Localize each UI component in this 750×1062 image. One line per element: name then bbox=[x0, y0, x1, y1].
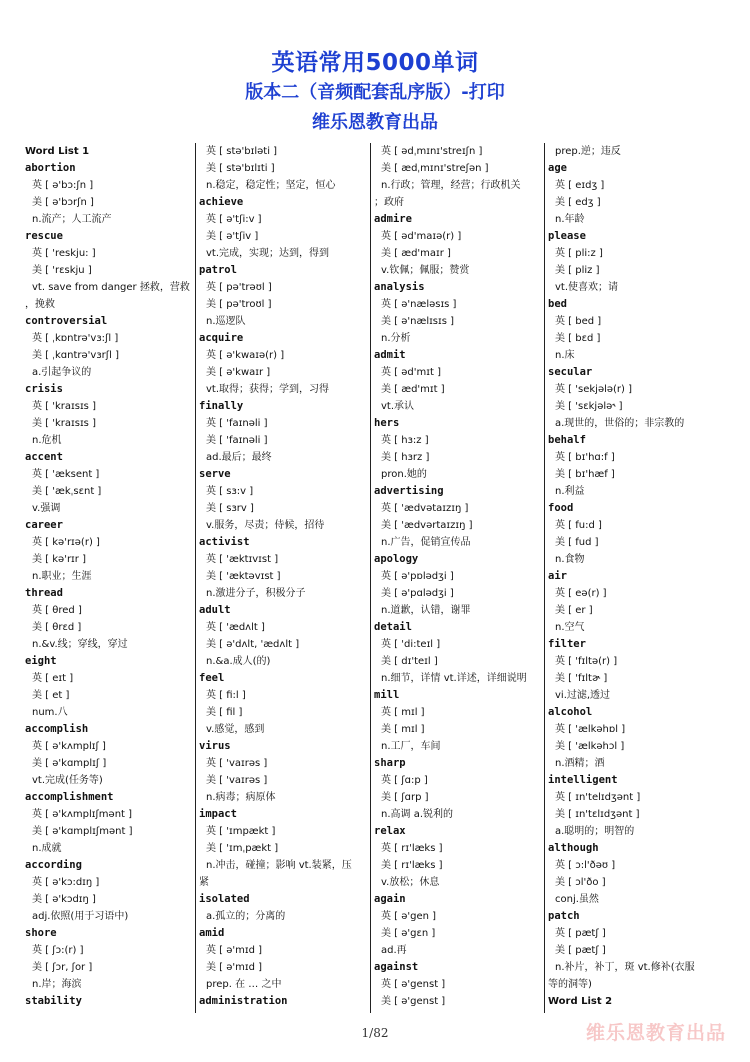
entry-line: n.细节，详情 vt.详述，详细说明 bbox=[381, 673, 527, 684]
entry-line: 英 [ eə(r) ] bbox=[555, 588, 607, 599]
entry-line: 英 [ kə'rɪə(r) ] bbox=[32, 537, 100, 548]
headword: acquire bbox=[199, 332, 244, 344]
entry-line: v.感觉，感到 bbox=[206, 724, 265, 735]
entry-line: 美 [ ə'pɑlədʒi ] bbox=[381, 588, 454, 599]
entry-line: 美 [ 'sɛkjələ˞ ] bbox=[555, 401, 623, 412]
entry-line: 美 [ ə'kɑmplɪʃ ] bbox=[32, 758, 107, 769]
entry-line: 美 [ ə'kɔdɪŋ ] bbox=[32, 894, 96, 905]
entry-line: 英 [ mɪl ] bbox=[381, 707, 425, 718]
entry-line: 英 [ ə'bɔ:ʃn ] bbox=[32, 180, 94, 191]
word-list-heading: Word List 2 bbox=[548, 996, 613, 1007]
entry-line: n.酒精；酒 bbox=[555, 758, 605, 769]
column-divider bbox=[544, 143, 545, 1013]
entry-line: vt.使喜欢；请 bbox=[555, 282, 619, 293]
entry-line: 美 [ æd'maɪr ] bbox=[381, 248, 451, 259]
entry-line: 英 [ 'faɪnəli ] bbox=[206, 418, 268, 429]
entry-line: n.&a.成人(的) bbox=[206, 656, 271, 667]
entry-line: num.八 bbox=[32, 707, 68, 718]
entry-line: 英 [ 'ædvətaɪzɪŋ ] bbox=[381, 503, 469, 514]
entry-line: 美 [ 'ælkəhɔl ] bbox=[555, 741, 625, 752]
page-number: 1/82 bbox=[361, 1026, 389, 1040]
headword: please bbox=[548, 230, 586, 242]
entry-line: 英 [ θred ] bbox=[32, 605, 82, 616]
entry-line: n.分析 bbox=[381, 333, 411, 344]
headword: mill bbox=[374, 689, 400, 701]
entry-line: 美 [ æd'mɪt ] bbox=[381, 384, 445, 395]
entry-line: 美 [ hɜrz ] bbox=[381, 452, 430, 463]
entry-line: n.道歉，认错，谢罪 bbox=[381, 605, 471, 616]
entry-line: 英 [ 'æksent ] bbox=[32, 469, 100, 480]
entry-line: n.利益 bbox=[555, 486, 585, 497]
entry-line: 美 [ pætʃ ] bbox=[555, 945, 606, 956]
entry-line: pron.她的 bbox=[381, 469, 427, 480]
headword: sharp bbox=[374, 757, 406, 769]
entry-line: n.职业；生涯 bbox=[32, 571, 92, 582]
headword: hers bbox=[374, 417, 400, 429]
entry-line: 美 [ fud ] bbox=[555, 537, 599, 548]
entry-line: 英 [ əd'mɪt ] bbox=[381, 367, 441, 378]
headword: although bbox=[548, 842, 599, 854]
entry-line: 英 [ rɪ'læks ] bbox=[381, 843, 443, 854]
word-column-3 bbox=[374, 143, 544, 1013]
headword: admit bbox=[374, 349, 406, 361]
headword: air bbox=[548, 570, 567, 582]
entry-line: n.冲击，碰撞；影响 vt.装紧，压 bbox=[206, 860, 352, 871]
entry-line: adj.依照(用于习语中) bbox=[32, 911, 129, 922]
headword: against bbox=[374, 961, 419, 973]
entry-line: 美 [ ə'kwaɪr ] bbox=[206, 367, 271, 378]
entry-line: 美 [ 'faɪnəli ] bbox=[206, 435, 268, 446]
entry-line: a.引起争议的 bbox=[32, 367, 92, 378]
entry-line: 美 [ sɜrv ] bbox=[206, 503, 254, 514]
entry-line: n.高调 a.锐利的 bbox=[381, 809, 454, 820]
entry-line: 英 [ pə'trəʊl ] bbox=[206, 282, 272, 293]
entry-line: 英 [ ˌkɒntrə'vɜ:ʃl ] bbox=[32, 333, 119, 344]
entry-line: 美 [ ə'bɔrʃn ] bbox=[32, 197, 94, 208]
entry-line: 美 [ ə'dʌlt, 'ædʌlt ] bbox=[206, 639, 300, 650]
entry-line-continued: 紧 bbox=[199, 877, 209, 888]
entry-line: 美 [ bɛd ] bbox=[555, 333, 601, 344]
headword: rescue bbox=[25, 230, 63, 242]
entry-line: 英 [ 'ɪmpækt ] bbox=[206, 826, 276, 837]
entry-line: 美 [ ə'kɑmplɪʃmənt ] bbox=[32, 826, 133, 837]
entry-line: 英 [ ʃɑ:p ] bbox=[381, 775, 428, 786]
entry-line: ad.再 bbox=[381, 945, 407, 956]
entry-line: 美 [ ə'nælɪsɪs ] bbox=[381, 316, 455, 327]
entry-line: n.危机 bbox=[32, 435, 62, 446]
entry-line: vt. save from danger 拯救，营救 bbox=[32, 282, 190, 293]
entry-line: n.成就 bbox=[32, 843, 62, 854]
headword: finally bbox=[199, 400, 244, 412]
entry-line-continued: ；政府 bbox=[374, 197, 404, 208]
entry-line: 美 [ pə'troʊl ] bbox=[206, 299, 272, 310]
headword: accomplishment bbox=[25, 791, 114, 803]
headword: intelligent bbox=[548, 774, 618, 786]
entry-line: 美 [ mɪl ] bbox=[381, 724, 425, 735]
entry-line: n.稳定，稳定性；坚定，恒心 bbox=[206, 180, 336, 191]
entry-line: 英 [ ɔ:l'ðəʊ ] bbox=[555, 860, 616, 871]
entry-line: 美 [ ædˌmɪnɪ'streʃən ] bbox=[381, 163, 489, 174]
entry-line: 美 [ dɪ'teɪl ] bbox=[381, 656, 438, 667]
entry-line: 英 [ 'æktɪvɪst ] bbox=[206, 554, 279, 565]
entry-line: n.岸；海滨 bbox=[32, 979, 82, 990]
headword: administration bbox=[199, 995, 288, 1007]
entry-line: 英 [ ʃɔ:(r) ] bbox=[32, 945, 84, 956]
headword: activist bbox=[199, 536, 250, 548]
entry-line: 美 [ ʃɑrp ] bbox=[381, 792, 429, 803]
entry-line: v.放松；休息 bbox=[381, 877, 440, 888]
document-title: 英语常用5000单词 bbox=[271, 50, 479, 76]
entry-line: 英 [ ə'kɔ:dɪŋ ] bbox=[32, 877, 100, 888]
entry-line: 英 [ stə'bɪləti ] bbox=[206, 146, 278, 157]
entry-line: n.激进分子，积极分子 bbox=[206, 588, 306, 599]
entry-line: prep. 在 … 之中 bbox=[206, 979, 282, 990]
entry-line: 美 [ ə'gɛn ] bbox=[381, 928, 436, 939]
entry-line: 美 [ er ] bbox=[555, 605, 593, 616]
headword: controversial bbox=[25, 315, 108, 327]
headword: thread bbox=[25, 587, 63, 599]
entry-line: 美 [ ə'genst ] bbox=[381, 996, 446, 1007]
headword: virus bbox=[199, 740, 231, 752]
word-column-4 bbox=[548, 143, 720, 1013]
entry-line: v.钦佩；佩服；赞赏 bbox=[381, 265, 470, 276]
headword: again bbox=[374, 893, 406, 905]
entry-line: 美 [ 'ɪmˌpækt ] bbox=[206, 843, 279, 854]
entry-line: n.病毒；病原体 bbox=[206, 792, 276, 803]
word-column-2 bbox=[199, 143, 369, 1013]
entry-line: 英 [ ə'kʌmplɪʃ ] bbox=[32, 741, 106, 752]
headword: according bbox=[25, 859, 82, 871]
entry-line: 英 [ eɪdʒ ] bbox=[555, 180, 605, 191]
headword: alcohol bbox=[548, 706, 593, 718]
entry-line: 美 [ ɔl'ðo ] bbox=[555, 877, 606, 888]
entry-line: n.补片，补丁，斑 vt.修补(衣服 bbox=[555, 962, 695, 973]
entry-line: 英 [ ə'næləsɪs ] bbox=[381, 299, 457, 310]
entry-line: a.聪明的；明智的 bbox=[555, 826, 635, 837]
entry-line: n.巡逻队 bbox=[206, 316, 246, 327]
entry-line: vt.完成(任务等) bbox=[32, 775, 103, 786]
entry-line: 英 [ bed ] bbox=[555, 316, 602, 327]
entry-line: 英 [ 'sekjələ(r) ] bbox=[555, 384, 633, 395]
entry-line: n.空气 bbox=[555, 622, 585, 633]
entry-line: 英 [ 'reskju: ] bbox=[32, 248, 96, 259]
headword: feel bbox=[199, 672, 225, 684]
headword: stability bbox=[25, 995, 82, 1007]
headword: impact bbox=[199, 808, 237, 820]
headword: bed bbox=[548, 298, 567, 310]
entry-line: n.年龄 bbox=[555, 214, 585, 225]
headword: detail bbox=[374, 621, 412, 633]
headword: apology bbox=[374, 553, 419, 565]
entry-line: 英 [ 'di:teɪl ] bbox=[381, 639, 441, 650]
headword: behalf bbox=[548, 434, 586, 446]
entry-line: 美 [ pliz ] bbox=[555, 265, 600, 276]
word-column-1 bbox=[25, 143, 195, 1013]
entry-line: 美 [ 'æktəvɪst ] bbox=[206, 571, 281, 582]
entry-line: n.工厂，车间 bbox=[381, 741, 441, 752]
entry-line: 美 [ 'fɪltɚ ] bbox=[555, 673, 608, 684]
watermark-logo: 维乐恩教育出品 bbox=[586, 1022, 727, 1044]
entry-line: 英 [ ə'mɪd ] bbox=[206, 945, 263, 956]
headword: career bbox=[25, 519, 63, 531]
entry-line: 美 [ ˌkɑntrə'vɜrʃl ] bbox=[32, 350, 119, 361]
entry-line: 美 [ et ] bbox=[32, 690, 70, 701]
entry-line: 英 [ 'fɪltə(r) ] bbox=[555, 656, 618, 667]
entry-line: 英 [ ədˌmɪnɪ'streɪʃn ] bbox=[381, 146, 483, 157]
entry-line: 英 [ ə'kwaɪə(r) ] bbox=[206, 350, 285, 361]
entry-line-continued: 等的洞等) bbox=[548, 979, 592, 990]
headword: filter bbox=[548, 638, 586, 650]
entry-line: 美 [ ʃɔr, ʃor ] bbox=[32, 962, 93, 973]
entry-line: 英 [ eɪt ] bbox=[32, 673, 74, 684]
entry-line: vt.承认 bbox=[381, 401, 415, 412]
entry-line: v.强调 bbox=[32, 503, 61, 514]
entry-line: 英 [ 'ælkəhɒl ] bbox=[555, 724, 626, 735]
entry-line: vt.完成，实现；达到，得到 bbox=[206, 248, 330, 259]
publisher-label: 维乐恩教育出品 bbox=[312, 112, 438, 133]
column-divider bbox=[195, 143, 196, 1013]
entry-line: n.行政；管理，经营；行政机关 bbox=[381, 180, 521, 191]
headword: analysis bbox=[374, 281, 425, 293]
entry-line: 英 [ fi:l ] bbox=[206, 690, 246, 701]
entry-line: 英 [ ə'genst ] bbox=[381, 979, 446, 990]
entry-line: vt.取得；获得；学到，习得 bbox=[206, 384, 330, 395]
document-subtitle: 版本二（音频配套乱序版）-打印 bbox=[245, 82, 505, 103]
entry-line: 美 [ 'rɛskju ] bbox=[32, 265, 92, 276]
headword: patch bbox=[548, 910, 580, 922]
headword: secular bbox=[548, 366, 593, 378]
headword: shore bbox=[25, 927, 57, 939]
entry-line-continued: ，挽救 bbox=[25, 299, 55, 310]
headword: accomplish bbox=[25, 723, 89, 735]
headword: relax bbox=[374, 825, 406, 837]
entry-line: 美 [ kə'rɪr ] bbox=[32, 554, 86, 565]
entry-line: 美 [ θrɛd ] bbox=[32, 622, 82, 633]
headword: isolated bbox=[199, 893, 250, 905]
entry-line: 美 [ fil ] bbox=[206, 707, 243, 718]
entry-line: vi.过滤,透过 bbox=[555, 690, 611, 701]
headword: amid bbox=[199, 927, 225, 939]
entry-line: 美 [ 'kraɪsɪs ] bbox=[32, 418, 96, 429]
headword: advertising bbox=[374, 485, 444, 497]
entry-line: 英 [ ə'tʃi:v ] bbox=[206, 214, 262, 225]
headword: age bbox=[548, 162, 567, 174]
entry-line: 英 [ bɪ'hɑ:f ] bbox=[555, 452, 615, 463]
entry-line: 美 [ stə'bɪlɪti ] bbox=[206, 163, 275, 174]
entry-line: 美 [ bɪ'hæf ] bbox=[555, 469, 615, 480]
headword: abortion bbox=[25, 162, 76, 174]
entry-line: 英 [ hɜ:z ] bbox=[381, 435, 429, 446]
entry-line: n.床 bbox=[555, 350, 575, 361]
headword: admire bbox=[374, 213, 412, 225]
entry-line: 英 [ pætʃ ] bbox=[555, 928, 606, 939]
entry-line: 美 [ ə'mɪd ] bbox=[206, 962, 263, 973]
entry-line: n.食物 bbox=[555, 554, 585, 565]
entry-line: 英 [ 'vaɪrəs ] bbox=[206, 758, 268, 769]
headword: patrol bbox=[199, 264, 237, 276]
entry-line: 美 [ edʒ ] bbox=[555, 197, 601, 208]
headword: accent bbox=[25, 451, 63, 463]
entry-line: prep.逆；违反 bbox=[555, 146, 621, 157]
entry-line: 英 [ pli:z ] bbox=[555, 248, 603, 259]
entry-line: ad.最后；最终 bbox=[206, 452, 272, 463]
entry-line: 美 [ ɪn'tɛlɪdʒənt ] bbox=[555, 809, 640, 820]
entry-line: conj.虽然 bbox=[555, 894, 599, 905]
entry-line: 美 [ 'vaɪrəs ] bbox=[206, 775, 268, 786]
headword: eight bbox=[25, 655, 57, 667]
entry-line: 英 [ ə'pɒlədʒi ] bbox=[381, 571, 454, 582]
column-divider bbox=[370, 143, 371, 1013]
entry-line: n.&v.线；穿线，穿过 bbox=[32, 639, 128, 650]
entry-line: 美 [ ə'tʃiv ] bbox=[206, 231, 259, 242]
word-list-heading: Word List 1 bbox=[25, 146, 90, 157]
entry-line: n.广告，促销宣传品 bbox=[381, 537, 471, 548]
entry-line: 英 [ sɜ:v ] bbox=[206, 486, 254, 497]
entry-line: a.孤立的；分离的 bbox=[206, 911, 286, 922]
entry-line: 美 [ 'ækˌsɛnt ] bbox=[32, 486, 102, 497]
headword: achieve bbox=[199, 196, 244, 208]
headword: food bbox=[548, 502, 574, 514]
entry-line: 美 [ 'ædvərtaɪzɪŋ ] bbox=[381, 520, 473, 531]
entry-line: 英 [ 'ædʌlt ] bbox=[206, 622, 265, 633]
entry-line: v.服务，尽责；侍候，招待 bbox=[206, 520, 325, 531]
entry-line: 英 [ 'kraɪsɪs ] bbox=[32, 401, 96, 412]
entry-line: 英 [ ə'kʌmplɪʃmənt ] bbox=[32, 809, 133, 820]
headword: adult bbox=[199, 604, 231, 616]
entry-line: 英 [ ə'gen ] bbox=[381, 911, 437, 922]
entry-line: 英 [ fu:d ] bbox=[555, 520, 602, 531]
entry-line: 美 [ rɪ'læks ] bbox=[381, 860, 443, 871]
headword: crisis bbox=[25, 383, 63, 395]
entry-line: 英 [ əd'maɪə(r) ] bbox=[381, 231, 462, 242]
headword: serve bbox=[199, 468, 231, 480]
entry-line: 英 [ ɪn'telɪdʒənt ] bbox=[555, 792, 641, 803]
entry-line: a.现世的，世俗的；非宗教的 bbox=[555, 418, 685, 429]
entry-line: n.流产；人工流产 bbox=[32, 214, 112, 225]
